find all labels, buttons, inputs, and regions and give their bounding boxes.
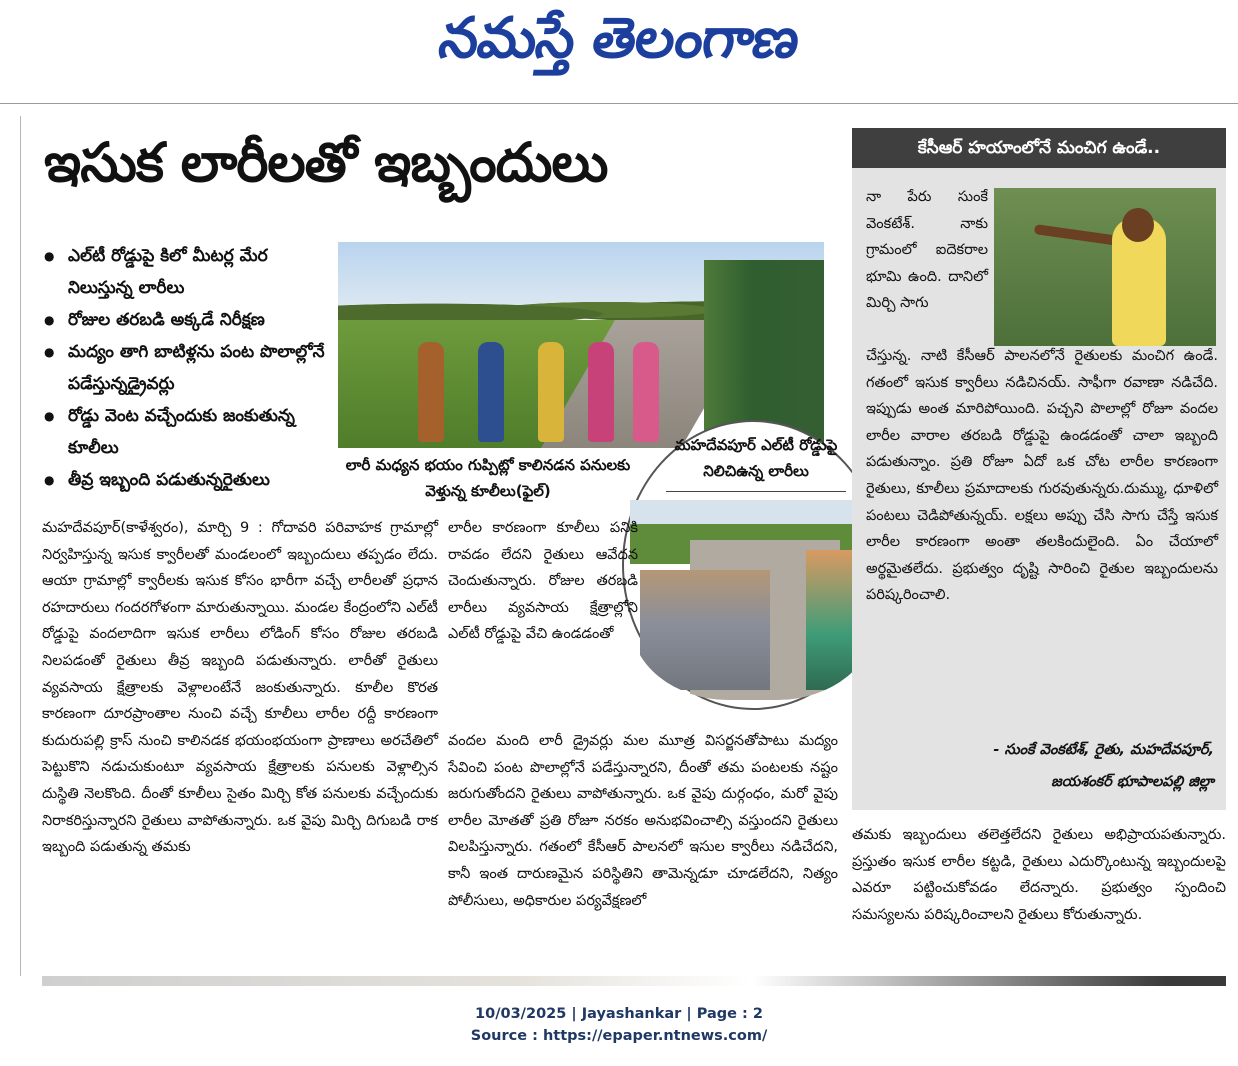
masthead [0, 0, 1238, 104]
inset-photo [630, 500, 876, 700]
photo-walker [418, 342, 444, 442]
photo-walker [633, 342, 659, 442]
article-headline: ఇసుక లారీలతో ఇబ్బందులు [44, 131, 608, 194]
sidebar-text-narrow: నా పేరు సుంకే వెంకటేశ్. నాకు గ్రామంలో ఐదెకరాల భూమి ఉంది. దానిలో మిర్చి సాగు [866, 189, 988, 312]
photo-walker [538, 342, 564, 442]
page-footer-source: Source : https://epaper.ntnews.com/ [470, 1028, 768, 1044]
article-column-3: తమకు ఇబ్బందులు తలెత్తలేదని రైతులు అభిప్రాయపతున్నారు. ప్రస్తుతం ఇసుక లారీల కట్టడి, రైతులు ఎదుర్కొంటున్న ఇబ్బందులపై ఎవరూ పట్టించుకోవడం లేదన్నారు. ప్రభుత్వం స్పందించి సమస్యలను పరిష్కరించాలని రైతులు కోరుతున్నారు. [852, 827, 1226, 923]
article-column-1: మహదేవపూర్(కాళేశ్వరం), మార్చి 9 : గోదావరి పరివాహక గ్రామాల్లో నిర్వహిస్తున్న ఇసుక క్వారీలతో మండలంలో ఇబ్బందులు తప్పడం లేదు. ఆయా గ్రామాల్లో క్వారీలకు ఇసుక కోసం భారీగా వచ్చే లారీలతో ప్రధాన రహదారులు గందరగోళంగా మారుతున్నాయి. మండల కేంద్రంలోని ఎల్‌టీ రోడ్డుపై వందలాదిగా ఇసుక లారీలు లోడింగ్ కోసం రోజుల తరబడి నిలపడంతో రైతులు తీవ్ర ఇబ్బంది పడుతున్నారు. లారీతో రైతులు వ్యవసాయ క్షేత్రాలకు వెళ్లాలంటేనే జంకుతున్నారు. కూలీల కొరత కారణంగా దూరప్రాంతాల నుంచి వచ్చే కూలీలు లారీల రద్దీ కారణంగా కుదురుపల్లి క్రాస్ నుంచి కాలినడక భయంభయంగా ప్రాణాలు అరచేతిలో పెట్టుకొని నడుచుకుంటూ వ్యవసాయ క్షేత్రాలకు పనులకు వెళ్లాల్సిన దుస్థితి నెలకొంది. దీంతో కూలీలు సైతం మిర్చి కోత పనులకు వచ్చేందుకు నిరాకరిస్తున్నారని రైతులు వాపోతున్నారు. ఒక వైపు మిర్చి దిగుబడి రాక ఇబ్బంది పడుతున్న తమకు [42, 520, 438, 856]
inset-caption-rule [666, 491, 846, 492]
highlights-list [42, 240, 334, 496]
photo-walker [588, 342, 614, 442]
inset-photo-caption: మహదేవపూర్ ఎల్‌టీ రోడ్డుపై నిలిచిఉన్న లారీలు [674, 436, 838, 480]
highlight-item: ● ఎల్‌టీ రోడ్డుపై కిలో మీటర్ల మేర నిలుస్తున్న లారీలు [42, 240, 334, 304]
column-divider [20, 116, 21, 976]
next-article-strip [42, 976, 1226, 986]
newspaper-title: నమస్తే తెలంగాణ [434, 6, 803, 71]
sidebar-box [852, 128, 1226, 810]
highlight-item: ● రోజుల తరబడి అక్కడే నిరీక్షణ [42, 304, 334, 336]
farmer-photo [994, 188, 1216, 346]
highlight-item: ● రోడ్డు వెంట వచ్చేందుకు జంకుతున్న కూలీలు [42, 400, 334, 464]
sidebar-text-wide: చేస్తున్న. నాటి కేసీఆర్ పాలనలోనే రైతులకు మంచిగ ఉండే. గతంలో ఇసుక క్వారీలు నడిచినయ్. సాఫీగా రవాణా నడిచేది. ఇప్పుడు అంత మారిపోయింది. పచ్చని పొలాల్లో రోజూ వందల లారీల వారాల తరబడి రోడ్డుపై ఉండడంతో చాలా ఇబ్బంది పడుతున్నాం. ప్రతి రోజూ ఏదో ఒక చోట లారీల కారణంగా రైతులు, కూలీలు ప్రమాదాలకు గురవుతున్నరు.దుమ్ము, ధూళిలో పంటలు చెడిపోతున్నయ్. లక్షలు అప్పు చేసి సాగు చేస్తే ఇసుక లారీల కారణంగా అంతా తలకిందులైంది. ఏం చేయాలో అర్థమైతలేదు. ప్రభుత్వం దృష్టి సారించి రైతుల ఇబ్బందులను పరిష్కరించాలి. [866, 348, 1218, 604]
sidebar-signature-district: జయశంకర్ భూపాలపల్లి జిల్లా [1051, 774, 1214, 790]
photo-walker [478, 342, 504, 442]
article-column-2-wide: వందల మంది లారీ డ్రైవర్లు మల మూత్ర విసర్జనతోపాటు మద్యం సేవించి పంట పొలాల్లోనే పడేస్తున్నారని, దీంతో తమ పంటలకు నష్టం జరుగుతోందని రైతులు వాపోతున్నారు. ఒక వైపు దుర్గంధం, మరో వైపు లారీల మోతతో ప్రతి రోజూ నరకం అనుభవించాల్సి వస్తుందని రైతులు విలపిస్తున్నారు. గతంలో కేసీఆర్ పాలనలో ఇసుల క్వారీలు నడిచేదని, కానీ ఇంత దారుణమైన పరిస్థితిని తామెన్నడూ చూడలేదని, నిత్యం పోలీసులు, అధికారుల పర్యవేక్షణలో [448, 733, 838, 909]
sidebar-signature: - సుంకే వెంకటేశ్, రైతు, మహదేవపూర్, [993, 742, 1214, 758]
inset-truck [640, 570, 770, 690]
sidebar-heading: కేసీఆర్ హయాంలోనే మంచిగ ఉండే.. [852, 128, 1226, 168]
article-column-2: లారీల కారణంగా కూలీలు పనికి రావడం లేదని రైతులు ఆవేదన చెందుతున్నారు. రోజుల తరబడి లారీలు వ్యవసాయ క్షేత్రాల్లోని ఎల్‌టీ రోడ్డుపై వేచి ఉండడంతో [448, 520, 638, 643]
main-photo-caption: లారీ మధ్యన భయం గుప్పిట్లో కాలినడన పనులకు వెళ్తున్న కూలీలు(ఫైల్) [345, 456, 631, 500]
highlight-item: ● మద్యం తాగి బాటిళ్లను పంట పొలాల్లోనే పడేస్తున్నడ్రైవర్లు [42, 336, 334, 400]
main-photo [338, 242, 824, 448]
farmer-photo-head [1122, 208, 1154, 242]
page-footer-info: 10/03/2025 | Jayashankar | Page : 2 [475, 1006, 763, 1022]
farmer-photo-field [994, 188, 1216, 346]
highlight-item: ● తీవ్ర ఇబ్బంది పడుతున్నరైతులు [42, 464, 334, 496]
